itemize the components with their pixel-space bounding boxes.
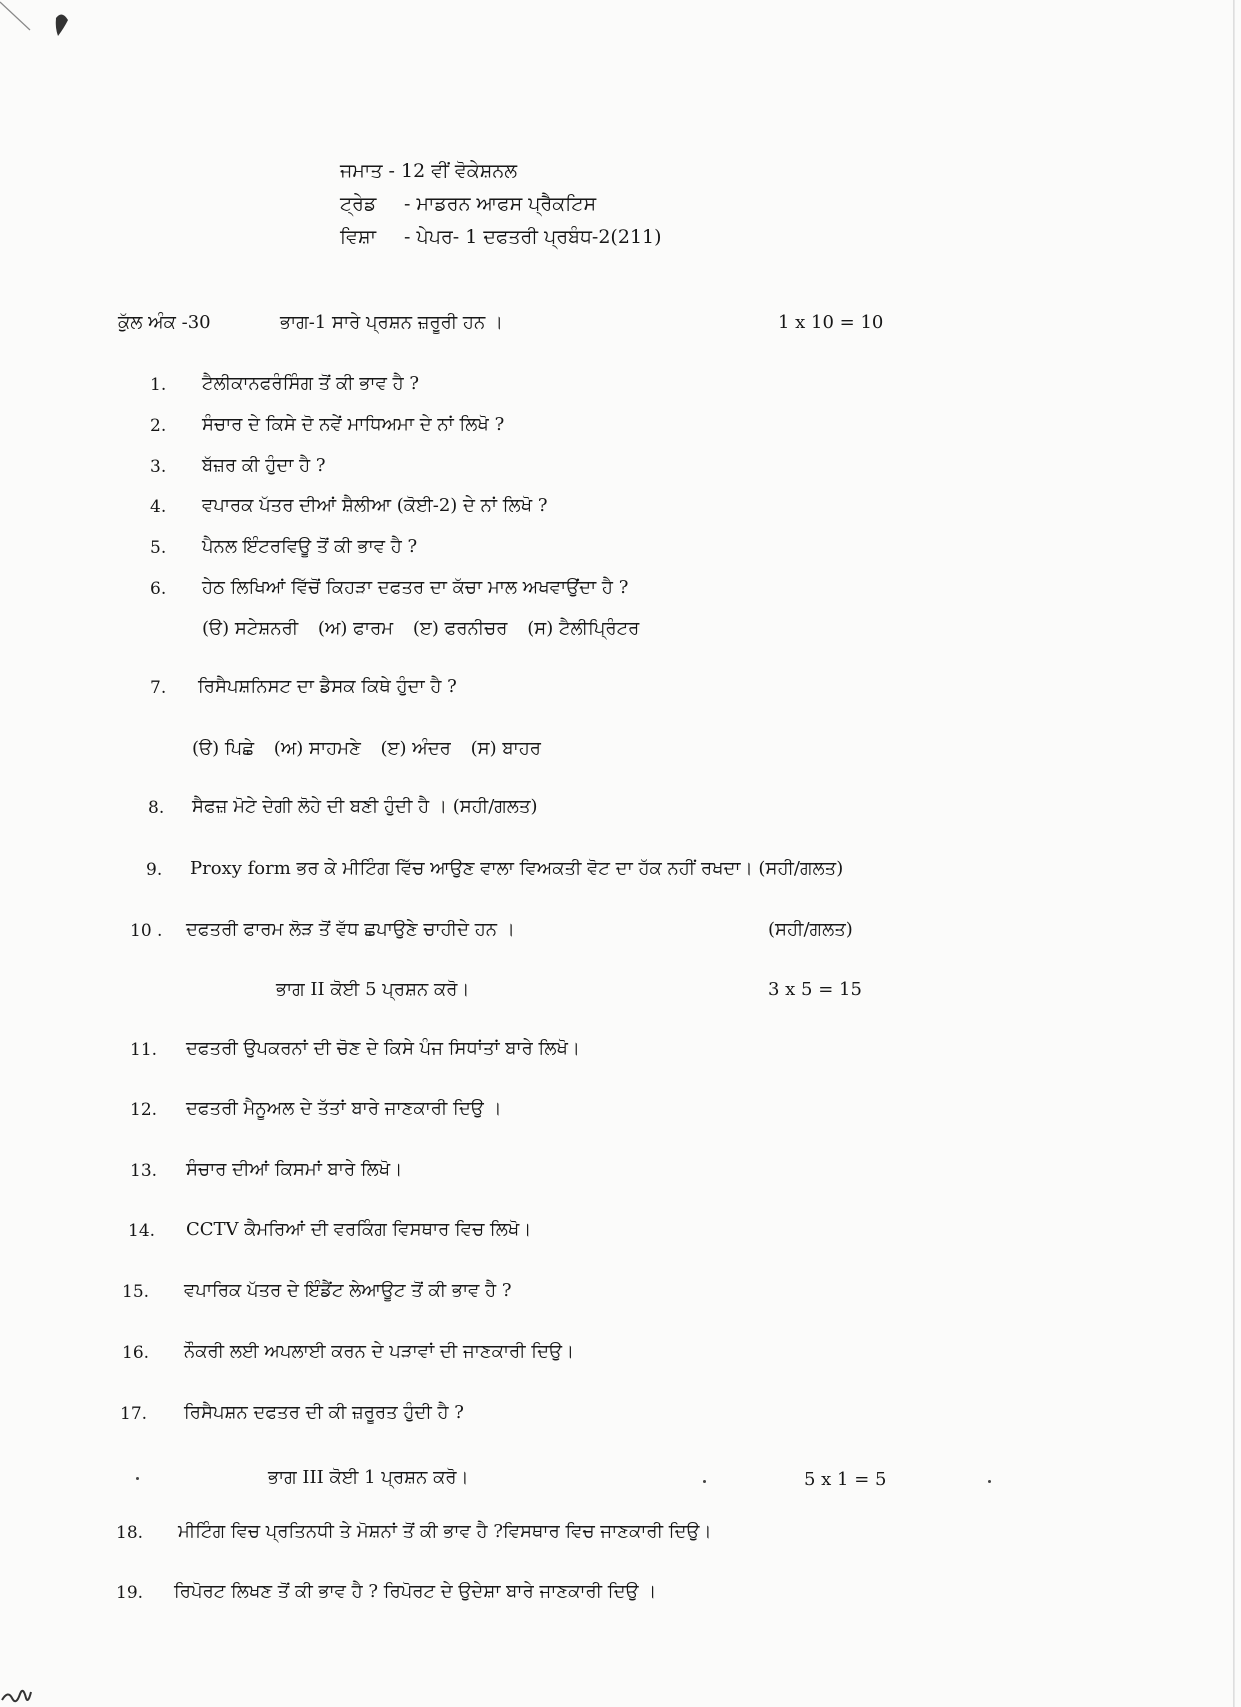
question-text: ਰਿਸੈਪਸ਼ਨਿਸਟ ਦਾ ਡੈਸਕ ਕਿਥੇ ਹੁੰਦਾ ਹੈ ? [198,676,457,697]
header-trade-label: ਟ੍ਰੇਡ [340,193,377,215]
option-d: (ਸ) ਬਾਹਰ [470,738,541,759]
question-text: ਪੈਨਲ ਇੰਟਰਵਿਊ ਤੋਂ ਕੀ ਭਾਵ ਹੈ ? [202,536,418,557]
question-text: ਦਫਤਰੀ ਮੈਨੂਅਲ ਦੇ ਤੱਤਾਂ ਬਾਰੇ ਜਾਣਕਾਰੀ ਦਿਉ । [186,1098,502,1119]
question-number: 5. [150,538,167,558]
header-class-line [340,160,517,182]
header-subject-label: ਵਿਸ਼ਾ [340,226,377,248]
option-c: (ੲ) ਫਰਨੀਚਰ [412,618,508,639]
question-number: 6. [150,579,167,599]
scan-speck [136,1477,139,1480]
question-text: ਰਿਸੈਪਸ਼ਨ ਦਫਤਰ ਦੀ ਕੀ ਜ਼ਰੂਰਤ ਹੁੰਦੀ ਹੈ ? [184,1402,464,1423]
question-number: 17. [120,1404,148,1424]
question-number: 11. [130,1040,158,1060]
question-number: 8. [148,798,165,818]
header-trade-line [340,193,596,215]
question-text: ਵਪਾਰਿਕ ਪੱਤਰ ਦੇ ਇੰਡੈਂਟ ਲੇਆਊਟ ਤੋਂ ਕੀ ਭਾਵ ਹੈ ? [184,1280,512,1301]
question-number: 19. [116,1583,144,1603]
total-marks: ਕੁੱਲ ਅੰਕ -30 [118,312,211,333]
header-class-value: 12 ਵੀਂ ਵੋਕੇਸ਼ਨਲ [401,160,518,182]
question-text: ਬੱਜ਼ਰ ਕੀ ਹੁੰਦਾ ਹੈ ? [202,455,326,476]
question-number: 7. [150,678,167,698]
scan-speck [988,1480,991,1483]
question-10-answer-type: (ਸਹੀ/ਗਲਤ) [768,919,853,940]
question-text: CCTV ਕੈਮਰਿਆਂ ਦੀ ਵਰਕਿੰਗ ਵਿਸਥਾਰ ਵਿਚ ਲਿਖੋ। [186,1219,532,1240]
question-text: ਸੰਚਾਰ ਦੀਆਂ ਕਿਸਮਾਂ ਬਾਰੇ ਲਿਖੋ। [186,1159,403,1180]
question-number: 10 . [130,921,163,941]
question-number: 14. [128,1221,156,1241]
header-class-label: ਜਮਾਤ - [340,160,395,182]
question-text: ਸੈਫਜ਼ ਮੋਟੇ ਦੇਗੀ ਲੋਹੇ ਦੀ ਬਣੀ ਹੁੰਦੀ ਹੈ । (ਸਹੀ/ਗਲਤ) [192,796,538,817]
question-text: ਦਫਤਰੀ ਫਾਰਮ ਲੋੜ ਤੋਂ ਵੱਧ ਛਪਾਉਣੇ ਚਾਹੀਦੇ ਹਨ । [186,919,515,940]
scan-speck [703,1480,706,1483]
question-text: ਹੇਠ ਲਿਖਿਆਂ ਵਿੱਚੋਂ ਕਿਹੜਾ ਦਫਤਰ ਦਾ ਕੱਚਾ ਮਾਲ ਅਖਵਾਉਂਦਾ ਹੈ ? [202,577,629,598]
question-number: 2. [150,416,167,436]
question-6-options [202,618,653,639]
option-a: (ੳ) ਪਿਛੇ [192,738,255,759]
question-number: 1. [150,375,167,395]
question-number: 13. [130,1161,158,1181]
option-a: (ੳ) ਸਟੇਸ਼ਨਰੀ [202,618,299,639]
question-text: ਵਪਾਰਕ ਪੱਤਰ ਦੀਆਂ ਸ਼ੈਲੀਆ (ਕੋਈ-2) ਦੇ ਨਾਂ ਲਿਖੋ ? [202,495,548,516]
option-c: (ੲ) ਅੰਦਰ [380,738,451,759]
question-text: ਸੰਚਾਰ ਦੇ ਕਿਸੇ ਦੋ ਨਵੇਂ ਮਾਧਿਅਮਾ ਦੇ ਨਾਂ ਲਿਖੋ ? [202,414,505,435]
question-number: 3. [150,457,167,477]
part3-marks: 5 x 1 = 5 [804,1469,887,1490]
question-text: ਮੀਟਿੰਗ ਵਿਚ ਪ੍ਰਤਿਨਧੀ ਤੇ ਮੋਸ਼ਨਾਂ ਤੋਂ ਕੀ ਭਾਵ ਹੈ ?ਵਿਸਥਾਰ ਵਿਚ ਜਾਣਕਾਰੀ ਦਿਉ। [178,1521,712,1542]
question-text: Proxy form ਭਰ ਕੇ ਮੀਟਿੰਗ ਵਿੱਚ ਆਉਣ ਵਾਲਾ ਵਿਅਕਤੀ ਵੋਟ ਦਾ ਹੱਕ ਨਹੀਂ ਰਖਦਾ। (ਸਹੀ/ਗਲਤ) [190,858,844,879]
question-text: ਨੌਕਰੀ ਲਈ ਅਪਲਾਈ ਕਰਨ ਦੇ ਪੜਾਵਾਂ ਦੀ ਜਾਣਕਾਰੀ ਦਿਉ। [184,1341,575,1362]
question-text: ਟੈਲੀਕਾਨਫਰੰਸਿੰਗ ਤੋਂ ਕੀ ਭਾਵ ਹੈ ? [202,373,419,394]
part1-marks: 1 x 10 = 10 [778,312,884,333]
handwritten-scribble-icon [0,1660,60,1707]
question-number: 12. [130,1100,158,1120]
question-text: ਰਿਪੋਰਟ ਲਿਖਣ ਤੋਂ ਕੀ ਭਾਵ ਹੈ ? ਰਿਪੋਰਟ ਦੇ ਉਦੇਸ਼ਾ ਬਾਰੇ ਜਾਣਕਾਰੀ ਦਿਉ । [174,1581,657,1602]
option-b: (ਅ) ਫਾਰਮ [317,618,394,639]
part2-title: ਭਾਗ II ਕੋਈ 5 ਪ੍ਰਸ਼ਨ ਕਰੋ। [276,979,470,1000]
question-7-options [192,738,555,759]
question-number: 4. [150,497,167,517]
part3-title: ਭਾਗ III ਕੋਈ 1 ਪ੍ਰਸ਼ਨ ਕਰੋ। [268,1467,469,1488]
header-subject-line [340,226,662,248]
scan-page-edge [1233,0,1235,1707]
header-trade-value: - ਮਾਡਰਨ ਆਫਸ ਪ੍ਰੈਕਟਿਸ [404,193,597,215]
option-d: (ਸ) ਟੈਲੀਪ੍ਰਿੰਟਰ [527,618,640,639]
scan-corner-mark-icon [0,0,90,60]
question-number: 9. [146,860,163,880]
option-b: (ਅ) ਸਾਹਮਣੇ [273,738,361,759]
part1-title: ਭਾਗ-1 ਸਾਰੇ ਪ੍ਰਸ਼ਨ ਜ਼ਰੂਰੀ ਹਨ । [280,312,504,333]
part2-marks: 3 x 5 = 15 [768,979,862,1000]
question-number: 15. [122,1282,150,1302]
question-number: 16. [122,1343,150,1363]
question-text: ਦਫਤਰੀ ਉਪਕਰਨਾਂ ਦੀ ਚੋਣ ਦੇ ਕਿਸੇ ਪੰਜ ਸਿਧਾਂਤਾਂ ਬਾਰੇ ਲਿਖੋ। [186,1038,581,1059]
header-subject-value: - ਪੇਪਰ- 1 ਦਫਤਰੀ ਪ੍ਰਬੰਧ-2(211) [404,226,662,248]
question-number: 18. [116,1523,144,1543]
